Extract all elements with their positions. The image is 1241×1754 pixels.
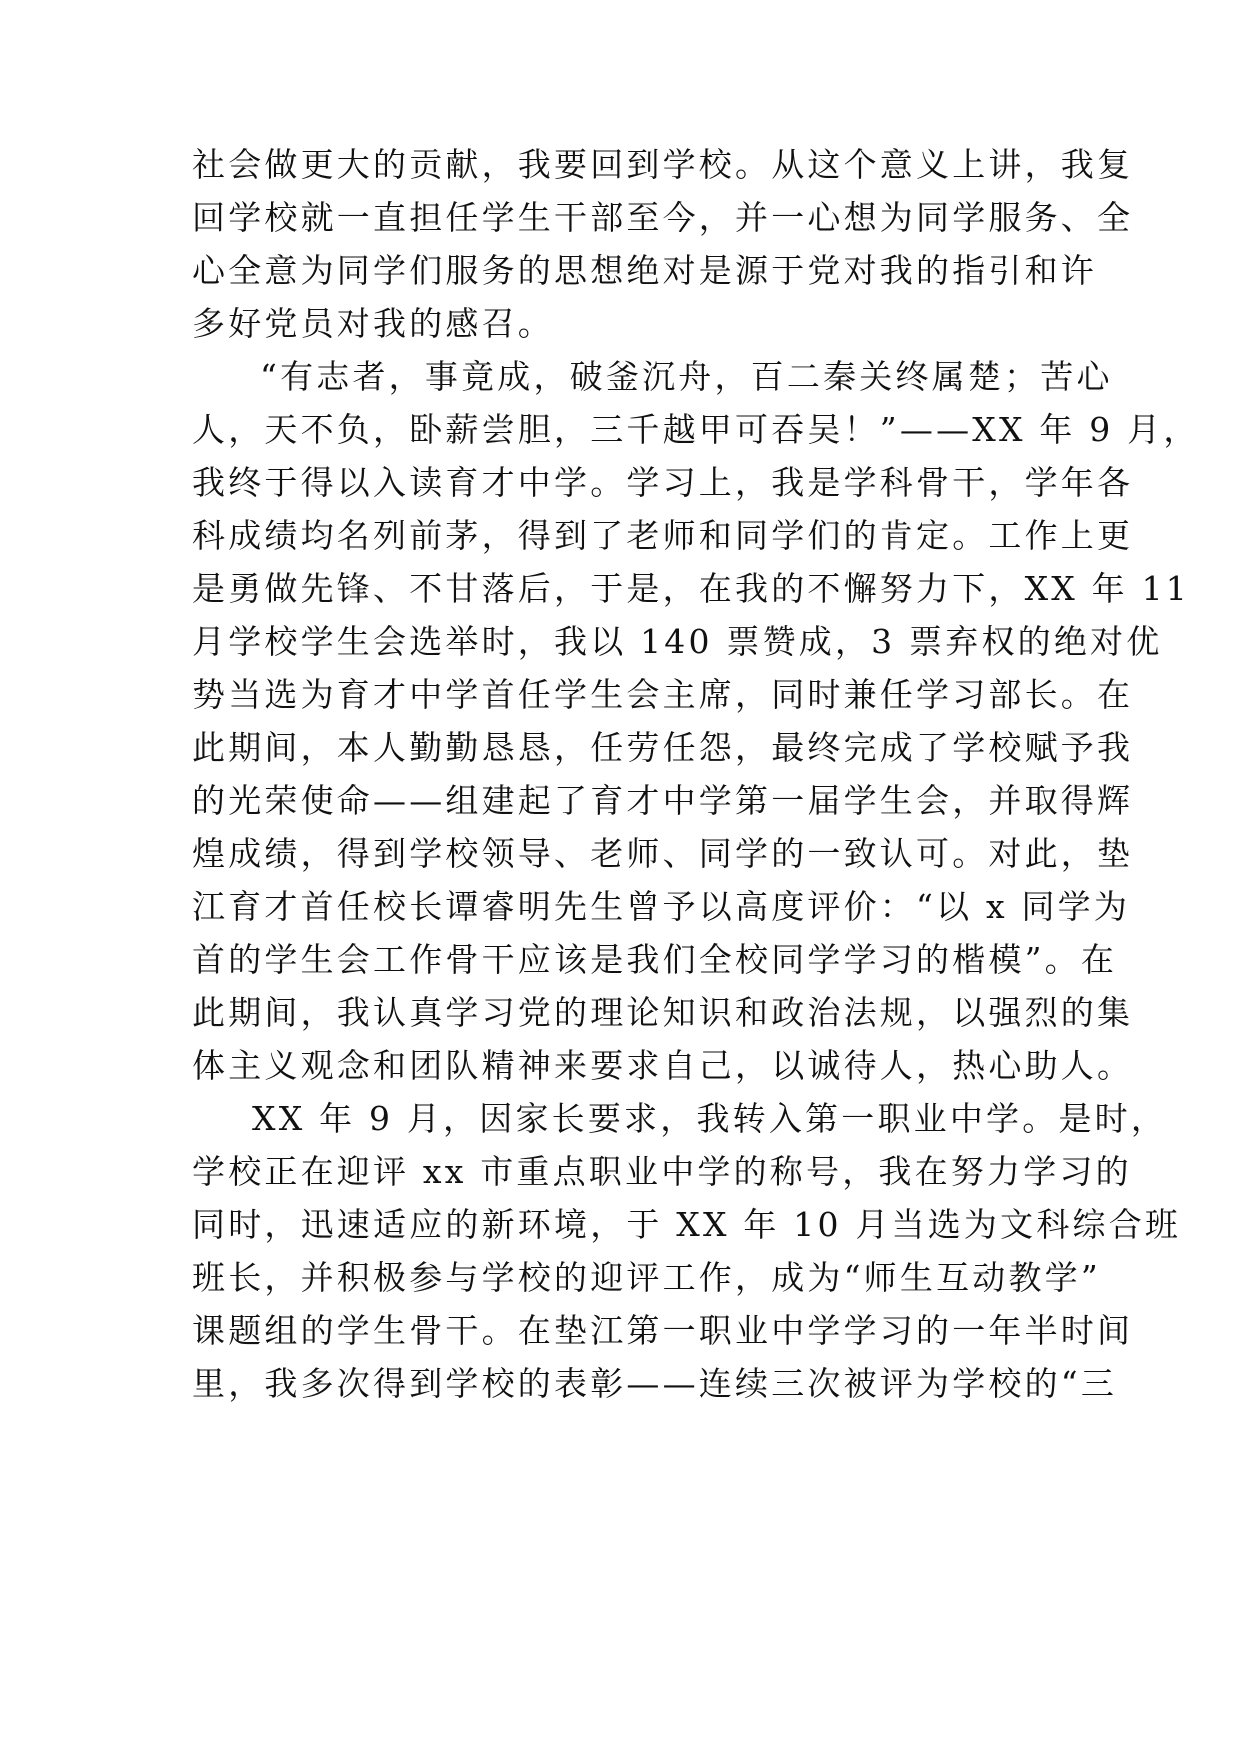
paragraph-first-line: XX 年 9 月，因家长要求，我转入第一职业中学。是时，: [252, 1099, 1168, 1138]
text-line: 我终于得以入读育才中学。学习上，我是学科骨干，学年各: [192, 463, 1134, 502]
text-line: 回学校就一直担任学生干部至今，并一心想为同学服务、全: [192, 198, 1134, 237]
text-line: 体主义观念和团队精神来要求自己，以诚待人，热心助人。: [192, 1046, 1134, 1085]
text-line: 煌成绩，得到学校领导、老师、同学的一致认可。对此，垫: [192, 834, 1134, 873]
paragraph-first-line: “有志者，事竟成，破釜沉舟，百二秦关终属楚；苦心: [260, 357, 1113, 396]
text-line: 社会做更大的贡献，我要回到学校。从这个意义上讲，我复: [192, 145, 1134, 184]
text-line: 江育才首任校长谭睿明先生曾予以高度评价：“以 x 同学为: [192, 887, 1131, 926]
text-line: 科成绩均名列前茅，得到了老师和同学们的肯定。工作上更: [192, 516, 1134, 555]
text-line: 班长，并积极参与学校的迎评工作，成为“师生互动教学”: [192, 1258, 1101, 1297]
text-line: 学校正在迎评 xx 市重点职业中学的称号，我在努力学习的: [192, 1152, 1132, 1191]
text-line: 的光荣使命——组建起了育才中学第一届学生会，并取得辉: [192, 781, 1134, 820]
text-line: 人，天不负，卧薪尝胆，三千越甲可吞吴！”——XX 年 9 月，: [192, 410, 1200, 449]
text-line: 里，我多次得到学校的表彰——连续三次被评为学校的“三: [192, 1364, 1118, 1403]
text-line: 势当选为育才中学首任学生会主席，同时兼任学习部长。在: [192, 675, 1134, 714]
text-line: 课题组的学生骨干。在垫江第一职业中学学习的一年半时间: [192, 1311, 1134, 1350]
text-line: 心全意为同学们服务的思想绝对是源于党对我的指引和许: [192, 251, 1097, 290]
text-line: 此期间，我认真学习党的理论知识和政治法规，以强烈的集: [192, 993, 1134, 1032]
text-line: 同时，迅速适应的新环境，于 XX 年 10 月当选为文科综合班: [192, 1205, 1182, 1244]
text-line: 此期间，本人勤勤恳恳，任劳任怨，最终完成了学校赋予我: [192, 728, 1134, 767]
text-line: 月学校学生会选举时，我以 140 票赞成，3 票弃权的绝对优: [192, 622, 1163, 661]
text-line: 首的学生会工作骨干应该是我们全校同学学习的楷模”。在: [192, 940, 1118, 979]
text-line: 多好党员对我的感召。: [192, 304, 554, 343]
text-line: 是勇做先锋、不甘落后，于是，在我的不懈努力下，XX 年 11: [192, 569, 1190, 608]
